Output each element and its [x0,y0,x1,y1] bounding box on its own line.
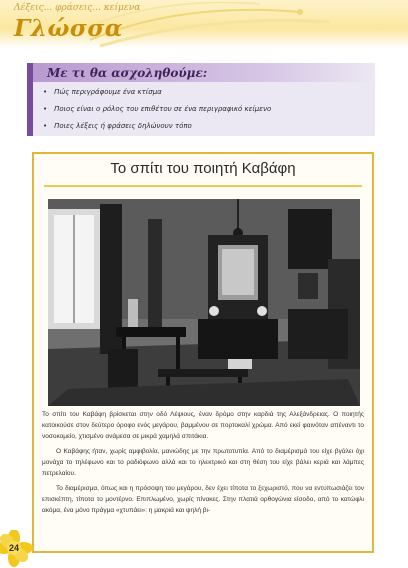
title-rule [44,185,362,187]
interior-photo [48,199,360,406]
article-paragraph: Ο Καβάφης ήταν, χωρίς αμφιβολία, μανιώδης με την πρωτοτυπία. Από το διαμέρισμά του είχε βγάλει όχι μονάχα το τηλέφωνο και το ραδιόφωνο αλλά και το ηλεκτρικό και στη θέση του είχε βάλει κεριά και λάμπες πετρελαίου. [42,448,364,477]
objectives-box [27,63,375,136]
article-panel [32,152,374,553]
section-title: Γλώσσα [14,15,123,42]
objective-item: • Ποιες λέξεις ή φράσεις δηλώνουν τόπο [43,120,271,137]
article-paragraph: Το διαμέρισμα, όπως και η πρόσοψη του μεγάρου, δεν έχει τίποτα το ξεχωριστό, που να εντυπωσιάζει τον επισκέπτη, τίποτα το μοντέρνο. Επιπλωμένο, χωρίς πίνακες. Στην πλατιά ορθογώνια είσοδο, από το κατώφλι ακόμα, ένα μόνο πράγμα «χτυπάει»: η μακριά και ψηλή βι- [42,485,364,514]
section-kicker: Λέξεις... φράσεις... κείμενα [14,3,141,13]
page-number: 24 [9,543,20,553]
objectives-title: Με τι θα ασχοληθούμε: [47,66,208,80]
article-paragraph: Το σπίτι του Καβάφη βρίσκεται στην οδό Λέψιους, έναν δρόμο στην καρδιά της Αλεξάνδρειας. Ο ποιητής κατοικούσε στον δεύτερο όροφο ενός μεγάρου, βαμμένου σε πορτοκαλί χρώμα. Από εκεί φαινόταν απέναντι το νοσοκομείο, χτισμένο ανάμεσα σε μικρά χαμηλά σπιτάκια. [42,411,364,440]
objectives-list [43,86,271,137]
objective-item: • Πώς περιγράφουμε ένα κτίσμα [43,86,271,103]
article-title: Το σπίτι του ποιητή Καβάφη [110,160,296,177]
interior-photo-illustration [48,199,360,406]
objective-item: • Ποιος είναι ο ρόλος του επιθέτου σε ένα περιγραφικό κείμενο [43,103,271,120]
article-body [42,409,364,520]
